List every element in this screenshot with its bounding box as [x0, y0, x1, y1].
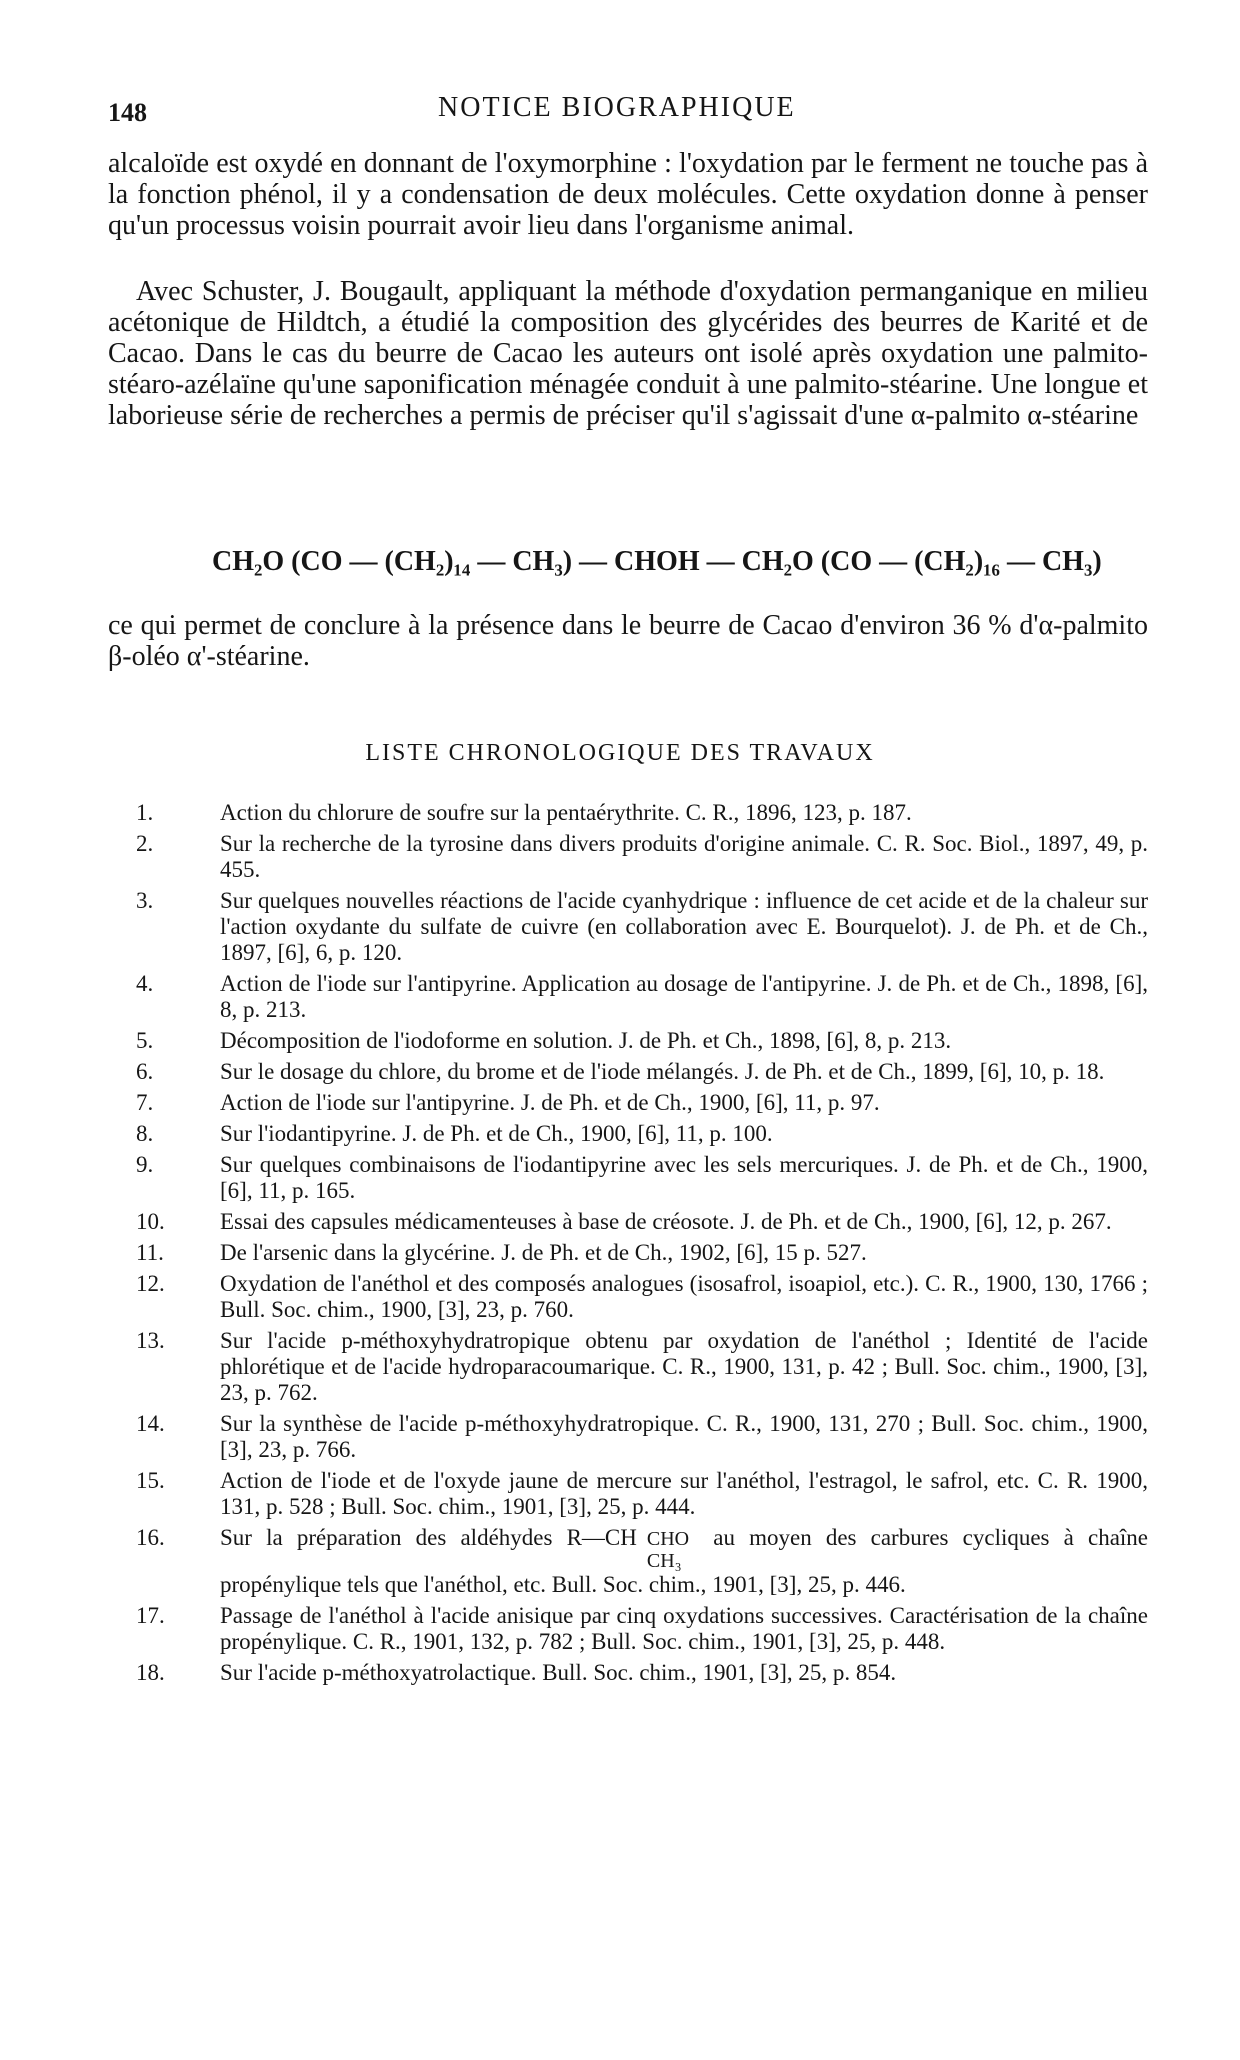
list-item [108, 1411, 1148, 1463]
item-number: 10. [136, 1209, 165, 1234]
list-item [108, 1152, 1148, 1204]
item-text: Sur quelques combinaisons de l'iodantipyrine avec les sels mercuriques. J. de Ph. et de Ch., 1900, [6], 11, p. 165. [220, 1152, 1148, 1203]
item-text: Passage de l'anéthol à l'acide anisique par cinq oxydations successives. Caractérisation de la chaîne propénylique. C. R., 1901, 132, p. 782 ; Bull. Soc. chim., 1901, [3], 25, p. 448. [220, 1603, 1148, 1654]
item-number: 16. [136, 1525, 165, 1550]
item-text: Oxydation de l'anéthol et des composés analogues (isosafrol, isoapiol, etc.). C. R., 1900, 130, 1766 ; Bull. Soc. chim., 1900, [3], 23, p. 760. [220, 1271, 1148, 1322]
item-text: Action du chlorure de soufre sur la pentaérythrite. C. R., 1896, 123, p. 187. [220, 800, 912, 825]
list-item [108, 800, 1148, 826]
item-text: Action de l'iode et de l'oxyde jaune de mercure sur l'anéthol, l'estragol, le safrol, etc. C. R. 1900, 131, p. 528 ; Bull. Soc. chim., 1901, [3], 25, p. 444. [220, 1468, 1148, 1519]
list-item [108, 1328, 1148, 1406]
item-number: 11. [136, 1240, 164, 1265]
item-text: Sur le dosage du chlore, du brome et de l'iode mélangés. J. de Ph. et de Ch., 1899, [6], 10, p. 18. [220, 1059, 1105, 1084]
item-number: 8. [136, 1121, 154, 1146]
item-text: Action de l'iode sur l'antipyrine. Application au dosage de l'antipyrine. J. de Ph. et de Ch., 1898, [6], 8, p. 213. [220, 971, 1148, 1022]
list-item [108, 971, 1148, 1023]
item-text-before: Sur la préparation des aldéhydes R—CH [220, 1525, 637, 1550]
item-number: 2. [136, 831, 154, 856]
list-item [108, 1468, 1148, 1520]
item-number: 5. [136, 1028, 154, 1053]
list-item [108, 1603, 1148, 1655]
list-item [108, 1209, 1148, 1235]
item-number: 3. [136, 888, 154, 913]
list-item [108, 1660, 1148, 1686]
list-item [108, 1240, 1148, 1266]
formula-bottom: CH₃ [646, 1550, 682, 1572]
aldehyde-branch-formula [647, 1528, 689, 1572]
item-text: De l'arsenic dans la glycérine. J. de Ph. et de Ch., 1902, [6], 15 p. 527. [220, 1240, 867, 1265]
item-text: Sur l'acide p-méthoxyatrolactique. Bull. Soc. chim., 1901, [3], 25, p. 854. [220, 1660, 897, 1685]
item-number: 1. [136, 800, 154, 825]
list-item [108, 1121, 1148, 1147]
list-item [108, 1028, 1148, 1054]
page-header [108, 92, 1148, 138]
item-number: 9. [136, 1152, 154, 1177]
list-item [108, 1059, 1148, 1085]
paragraph-3: ce qui permet de conclure à la présence dans le beurre de Cacao d'environ 36 % d'α-palmito β-oléo α'-stéarine. [108, 610, 1148, 672]
item-text: Décomposition de l'iodoforme en solution. J. de Ph. et Ch., 1898, [6], 8, p. 213. [220, 1028, 952, 1053]
works-list [108, 800, 1148, 1691]
item-number: 12. [136, 1271, 165, 1296]
item-text: Sur la synthèse de l'acide p-méthoxyhydratropique. C. R., 1900, 131, 270 ; Bull. Soc. chim., 1900, [3], 23, p. 766. [220, 1411, 1148, 1462]
running-title: NOTICE BIOGRAPHIQUE [438, 92, 796, 123]
item-number: 18. [136, 1660, 165, 1685]
item-text: Sur l'acide p-méthoxyhydratropique obtenu par oxydation de l'anéthol ; Identité de l'acide phlorétique et de l'acide hydroparacoumarique. C. R., 1900, 131, p. 42 ; Bull. Soc. chim., 1900, [3], 23, p. 762. [220, 1328, 1148, 1405]
list-item [108, 1525, 1148, 1598]
paragraph-2: Avec Schuster, J. Bougault, appliquant la méthode d'oxydation permanganique en milieu acétonique de Hildtch, a étudié la composition des glycérides des beurres de Karité et de Cacao. Dans le cas du beurre de Cacao les auteurs ont isolé après oxydation une palmito-stéaro-azélaïne qu'une saponification ménagée conduit à une palmito-stéarine. Une longue et laborieuse série de recherches a permis de préciser qu'il s'agissait d'une α-palmito α-stéarine [108, 276, 1148, 431]
chemical-formula: CH₂O (CO — (CH₂)₁₄ — CH₃) — CHOH — CH₂O (CO — (CH₂)₁₆ — CH₃) [212, 546, 1102, 577]
item-text: Essai des capsules médicamenteuses à base de créosote. J. de Ph. et de Ch., 1900, [6], 12, p. 267. [220, 1209, 1112, 1234]
item-number: 6. [136, 1059, 154, 1084]
formula-top: CHO [646, 1528, 690, 1550]
page-number: 148 [108, 98, 147, 127]
list-item [108, 888, 1148, 966]
item-text: Action de l'iode sur l'antipyrine. J. de Ph. et de Ch., 1900, [6], 11, p. 97. [220, 1090, 880, 1115]
list-item [108, 831, 1148, 883]
item-text: Sur quelques nouvelles réactions de l'acide cyanhydrique : influence de cet acide et de la chaleur sur l'action oxydante du sulfate de cuivre (en collaboration avec E. Bourquelot). J. de Ph. et de Ch., 1897, [6], 6, p. 120. [220, 888, 1148, 965]
item-number: 13. [136, 1328, 165, 1353]
item-text-after: au moyen des carbures cycliques à chaîne propénylique tels que l'anéthol, etc. Bull. Soc. chim., 1901, [3], 25, p. 446. [220, 1525, 1148, 1597]
paragraph-1: alcaloïde est oxydé en donnant de l'oxymorphine : l'oxydation par le ferment ne touche pas à la fonction phénol, il y a condensation de deux molécules. Cette oxydation donne à penser qu'un processus voisin pourrait avoir lieu dans l'organisme animal. [108, 148, 1148, 241]
item-number: 15. [136, 1468, 165, 1493]
item-number: 17. [136, 1603, 165, 1628]
item-number: 4. [136, 971, 154, 996]
item-text: Sur la recherche de la tyrosine dans divers produits d'origine animale. C. R. Soc. Biol., 1897, 49, p. 455. [220, 831, 1148, 882]
section-title: LISTE CHRONOLOGIQUE DES TRAVAUX [365, 740, 875, 766]
list-item [108, 1271, 1148, 1323]
list-item [108, 1090, 1148, 1116]
item-number: 7. [136, 1090, 154, 1115]
item-text: Sur l'iodantipyrine. J. de Ph. et de Ch., 1900, [6], 11, p. 100. [220, 1121, 773, 1146]
item-number: 14. [136, 1411, 165, 1436]
